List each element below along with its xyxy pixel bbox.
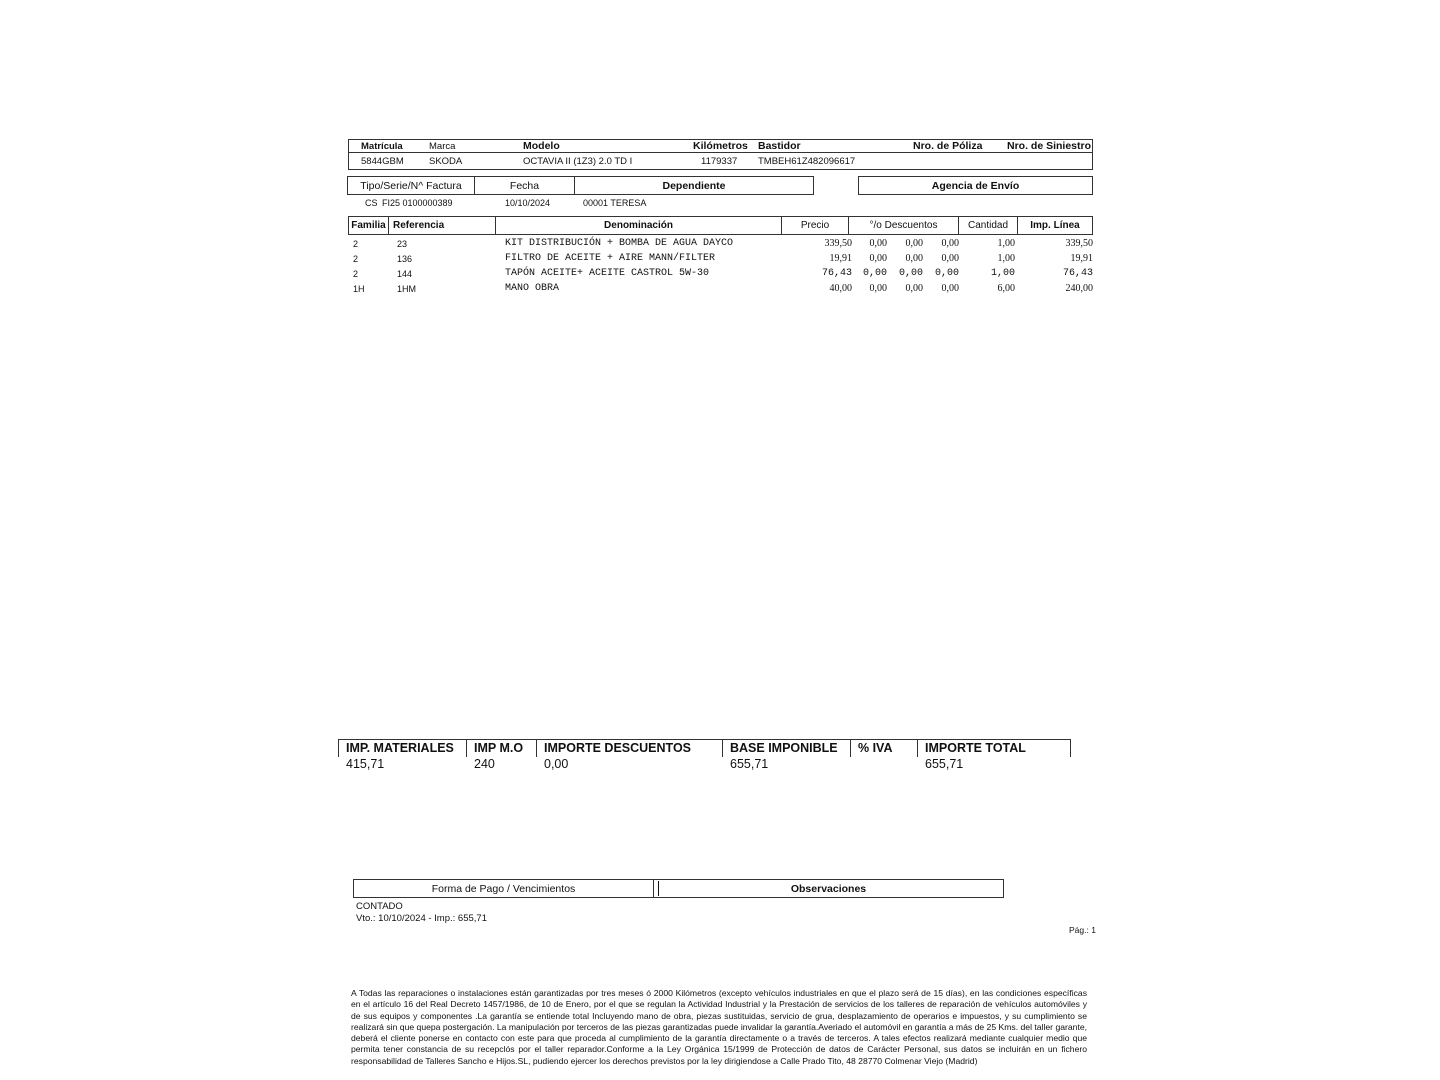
payment-header-label: Forma de Pago / Vencimientos (431, 882, 576, 895)
totals-divider (466, 739, 467, 757)
header-siniestro: Nro. de Siniestro (1007, 140, 1092, 152)
header-poliza: Nro. de Póliza (913, 140, 983, 152)
table-row (0, 283, 1440, 298)
col-familia-header (348, 216, 389, 235)
totals-divider (850, 739, 851, 757)
observaciones-cursor (658, 881, 659, 896)
cell-descuento-3: 0,00 (941, 253, 959, 264)
invoice-date-header (474, 176, 575, 195)
totals-block (338, 739, 1071, 779)
header-modelo: Modelo (523, 140, 560, 152)
totals-divider (338, 739, 339, 757)
cell-precio: 76,43 (821, 268, 852, 279)
cell-descuento-1: 0,00 (869, 238, 887, 249)
invoice-type-label: Tipo/Serie/N^ Factura (360, 179, 462, 192)
col-importe-header (1017, 216, 1093, 235)
cell-precio: 19,91 (829, 253, 852, 264)
col-referencia-label: Referencia (393, 220, 445, 231)
value-kilometros: 1179337 (701, 156, 738, 167)
totals-divider (1070, 739, 1071, 757)
legal-warranty-text: A Todas las reparaciones o instalaciones están garantizadas por tres meses ó 2000 Kilómetros (excepto vehículos industriales en que el plazo será de 15 días), en las condiciones específicas en el artículo 16 del Real Decreto 1457/1986, de 10 de Enero, por el que se regulan la Actividad Industrial y la Prestación de servicios de los talleres de reparación de vehículos automóviles y de sus equipos y componentes .La garantía se entiende total Incluyendo mano de obra, piezas sustituidas, servicio de grua, desplazamiento de operarios e impuestos, y su cumplimiento se realizará sin que quepa postergación. La manipulación por terceros de las piezas garantizadas puede invalidar la garantía.Averiado el automóvil en garantía a más de 25 Kms. del taller garante, deberá el cliente ponerse en contacto con este para que proceda al cumplimiento de la garantía directamente o a través de terceros. A tales efectos realizará mediante cualquier medio que permita tener constancia de su recepclós por el taller reparador.Conforme a la Ley Orgánica 15/1999 de Protección de datos de Carácter Personal, sus datos se incluirán en un fichero responsabilidad de Talleres Sancho e Hijos.SL, pudiendo ejercer los derechos previstos por la ley dirigiendose a Calle Prado Tito, 48 28770 Colmenar Viejo (Madrid) (351, 988, 1087, 1066)
cell-denominacion: TAPÓN ACEITE+ ACEITE CASTROL 5W-30 (505, 268, 710, 279)
totals-descuentos-header: IMPORTE DESCUENTOS (544, 741, 692, 755)
cell-familia: 2 (353, 254, 359, 264)
cell-descuento-3: 0,00 (941, 238, 959, 249)
cell-descuento-2: 0,00 (898, 268, 923, 279)
header-matricula: Matrícula (361, 141, 403, 152)
totals-divider (536, 739, 537, 757)
col-importe-label: Imp. Línea (1030, 220, 1080, 231)
table-row (0, 253, 1440, 268)
cell-denominacion: MANO OBRA (505, 283, 560, 294)
totals-materiales-header: IMP. MATERIALES (346, 741, 454, 755)
cell-descuento-2: 0,00 (905, 253, 923, 264)
col-precio-header (781, 216, 849, 235)
header-kilometros: Kilómetros (693, 140, 748, 152)
totals-materiales-value: 415,71 (346, 757, 385, 771)
totals-iva-header: % IVA (858, 741, 893, 755)
cell-cantidad: 6,00 (997, 283, 1015, 294)
invoice-type-header (347, 176, 475, 195)
totals-divider (722, 739, 723, 757)
totals-base-header: BASE IMPONIBLE (730, 741, 838, 755)
cell-descuento-3: 0,00 (941, 283, 959, 294)
cell-cantidad: 1,00 (990, 268, 1015, 279)
invoice-serie-number: FI25 0100000389 (382, 198, 453, 208)
col-referencia-header (388, 216, 496, 235)
cell-descuento-1: 0,00 (862, 268, 887, 279)
payment-header (353, 879, 654, 898)
col-familia-label: Familia (351, 220, 386, 231)
cell-descuento-1: 0,00 (869, 283, 887, 294)
col-descuentos-header (848, 216, 959, 235)
value-bastidor: TMBEH61Z482096617 (758, 156, 856, 167)
invoice-date-label: Fecha (509, 179, 540, 192)
table-row (0, 268, 1440, 283)
totals-divider (917, 739, 918, 757)
col-descuentos-label: °/o Descuentos (869, 220, 938, 231)
table-row (0, 238, 1440, 253)
invoice-agencia-label: Agencia de Envío (931, 179, 1020, 192)
cell-importe: 339,50 (1065, 238, 1093, 249)
cell-importe: 240,00 (1065, 283, 1093, 294)
invoice-dependiente-value: 00001 TERESA (583, 198, 647, 208)
header-bastidor: Bastidor (758, 140, 801, 152)
cell-importe: 19,91 (1070, 253, 1093, 264)
totals-total-value: 655,71 (925, 757, 964, 771)
cell-importe: 76,43 (1062, 268, 1093, 279)
line-items (0, 238, 1440, 298)
page-number: Pág.: 1 (1069, 925, 1096, 935)
col-denominacion-label: Denominación (604, 220, 673, 231)
cell-referencia: 144 (397, 269, 413, 279)
cell-referencia: 23 (397, 239, 408, 249)
cell-referencia: 1HM (397, 284, 417, 294)
cell-familia: 2 (353, 239, 359, 249)
cell-denominacion: KIT DISTRIBUCIÓN + BOMBA DE AGUA DAYCO (505, 238, 734, 249)
cell-descuento-1: 0,00 (869, 253, 887, 264)
totals-mo-value: 240 (474, 757, 495, 771)
col-denominacion-header (495, 216, 782, 235)
value-matricula: 5844GBM (361, 156, 404, 167)
cell-familia: 1H (353, 284, 365, 294)
col-precio-label: Precio (800, 220, 830, 231)
cell-precio: 40,00 (829, 283, 852, 294)
col-cantidad-header (958, 216, 1018, 235)
observaciones-label: Observaciones (790, 882, 867, 895)
cell-cantidad: 1,00 (997, 238, 1015, 249)
invoice-agencia-header (858, 176, 1093, 195)
totals-top-rule (338, 739, 1071, 740)
header-marca: Marca (429, 141, 456, 152)
invoice-dependiente-label: Dependiente (662, 179, 726, 192)
value-modelo: OCTAVIA II (1Z3) 2.0 TD I (523, 156, 633, 167)
totals-total-header: IMPORTE TOTAL (925, 741, 1026, 755)
payment-due: Vto.: 10/10/2024 - Imp.: 655,71 (356, 913, 487, 924)
invoice-dependiente-header (574, 176, 814, 195)
cell-descuento-2: 0,00 (905, 283, 923, 294)
cell-referencia: 136 (397, 254, 413, 264)
invoice-fecha-value: 10/10/2024 (505, 198, 551, 208)
value-marca: SKODA (429, 156, 463, 167)
cell-descuento-3: 0,00 (934, 268, 959, 279)
cell-denominacion: FILTRO DE ACEITE + AIRE MANN/FILTER (505, 253, 716, 264)
col-cantidad-label: Cantidad (967, 220, 1009, 231)
cell-cantidad: 1,00 (997, 253, 1015, 264)
cell-familia: 2 (353, 269, 359, 279)
invoice-tipo-code: CS (365, 198, 378, 208)
totals-descuentos-value: 0,00 (544, 757, 569, 771)
payment-method: CONTADO (356, 901, 403, 912)
totals-base-value: 655,71 (730, 757, 769, 771)
cell-precio: 339,50 (824, 238, 852, 249)
observaciones-header (653, 879, 1004, 898)
totals-mo-header: IMP M.O (474, 741, 524, 755)
cell-descuento-2: 0,00 (905, 238, 923, 249)
